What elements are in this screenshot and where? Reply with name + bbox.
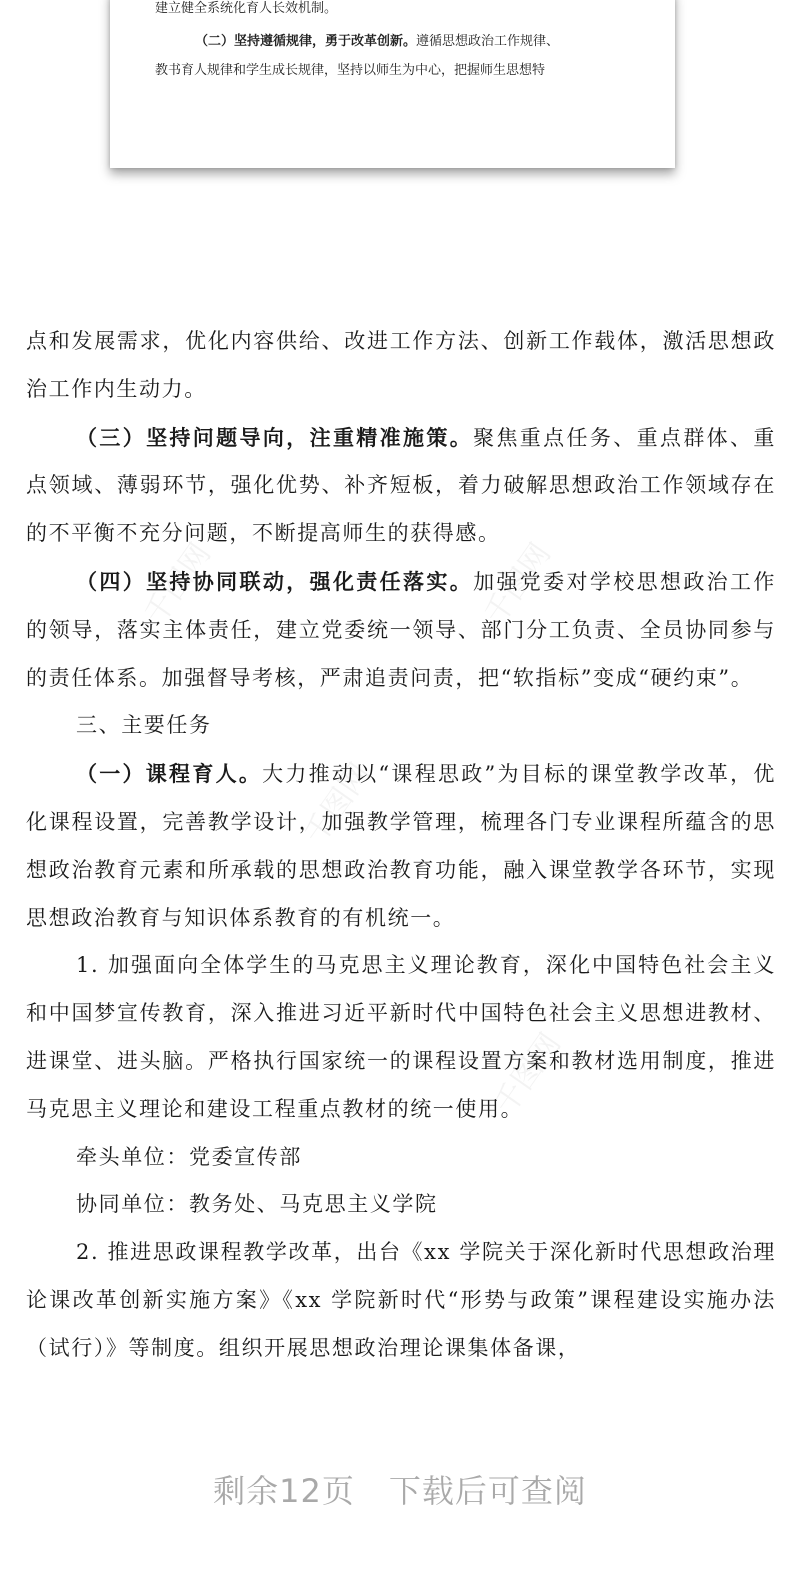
paragraph-continuation: 点和发展需求，优化内容供给、改进工作方法、创新工作载体，激活思想政治工作内生动力。: [26, 329, 776, 401]
remaining-pages-text: 剩余12页: [213, 1472, 355, 1510]
principle-4-text: 加强党委对学校思想政治工作的领导，落实主体责任，建立党委统一领导、部门分工负责、全员协同参与的责任体系。加强督导考核，严肃追责问责，把“软指标”变成“硬约束”。: [26, 569, 776, 690]
preview-line-2: [195, 33, 559, 51]
lead-unit: 牵头单位：党委宣传部: [76, 1144, 302, 1169]
preview-line-3: 教书育人规律和学生成长规律，坚持以师生为中心，把握师生思想特: [155, 63, 546, 78]
paragraph-item-1: 1. 加强面向全体学生的马克思主义理论教育，深化中国特色社会主义和中国梦宣传教育，深入推进习近平新时代中国特色社会主义思想进教材、进课堂、进头脑。严格执行国家统一的课程设置方案和教材选用制度，推进马克思主义理论和建设工程重点教材的统一使用。: [26, 953, 776, 1121]
paragraph-principle-4: [0, 558, 800, 702]
watermark: 千图网: [297, 757, 379, 851]
document-body: [0, 318, 800, 1373]
paragraph-principle-3: [0, 414, 800, 558]
principle-4-heading: （四）坚持协同联动，强化责任落实。: [76, 568, 474, 594]
task-1-heading: （一）课程育人。: [76, 761, 263, 787]
document-preview-card: [110, 0, 675, 168]
download-to-view-text: 下载后可查阅: [388, 1472, 587, 1510]
preview-heading-2: （二）坚持遵循规律，勇于改革创新。: [195, 34, 417, 49]
watermark: 千图网: [487, 1027, 569, 1121]
paragraph-task-1: [0, 750, 800, 942]
principle-3-heading: （三）坚持问题导向，注重精准施策。: [76, 424, 474, 450]
task-1-text: 大力推动以“课程思政”为目标的课堂教学改革，优化课程设置，完善教学设计，加强教学管理，梳理各门专业课程所蕴含的思想政治教育元素和所承载的思想政治教育功能，融入课堂教学各环节，实现思想政治教育与知识体系教育的有机统一。: [26, 762, 776, 930]
principle-3-text: 聚焦重点任务、重点群体、重点领域、薄弱环节，强化优势、补齐短板，着力破解思想政治工作领域存在的不平衡不充分问题，不断提高师生的获得感。: [26, 425, 776, 546]
download-prompt[interactable]: [0, 1466, 800, 1512]
preview-line-2-text: 遵循思想政治工作规律、: [416, 34, 560, 49]
preview-line-1: 建立健全系统化育人长效机制。: [155, 1, 338, 16]
watermark: 千图网: [477, 537, 559, 631]
section-heading-main-tasks: 三、主要任务: [76, 713, 212, 738]
cooperating-units: 协同单位：教务处、马克思主义学院: [76, 1192, 438, 1217]
watermark: 千图网: [137, 537, 219, 631]
paragraph-item-2: 2. 推进思政课程教学改革，出台《xx 学院关于深化新时代思想政治理论课改革创新实施方案》《xx 学院新时代“形势与政策”课程建设实施办法（试行）》等制度。组织开展思想政治理论课集体备课，: [26, 1240, 776, 1360]
